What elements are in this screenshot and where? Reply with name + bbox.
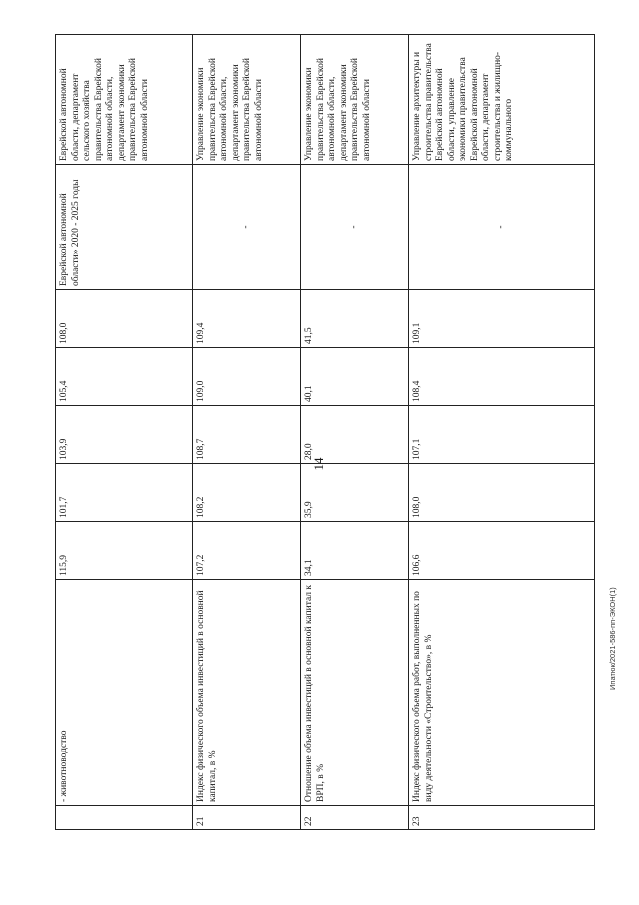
indicators-table	[55, 34, 595, 830]
table-row	[409, 35, 595, 830]
page-number: 14	[311, 457, 326, 471]
value-cell: 106,6	[409, 522, 595, 580]
program-cell: -	[193, 165, 301, 290]
indicator-name: Отношение объема инвестиций в основной капитал к ВРП, в %	[301, 580, 409, 806]
table-row	[56, 35, 193, 830]
table-row	[301, 35, 409, 830]
value-cell: 41,5	[301, 290, 409, 348]
value-cell: 101,7	[56, 464, 193, 522]
value-cell: 34,1	[301, 522, 409, 580]
responsible-cell: Управление экономики правительства Еврейской автономной области, департамент экономики правительства Еврейской автономной области	[301, 35, 409, 165]
indicator-name: Индекс физического объема работ, выполненных по виду деятельности «Строительство», в %	[409, 580, 595, 806]
value-cell: 109,1	[409, 290, 595, 348]
value-cell: 115,9	[56, 522, 193, 580]
value-cell: 108,0	[56, 290, 193, 348]
document-table-wrapper	[55, 35, 594, 830]
value-cell: 108,0	[409, 464, 595, 522]
responsible-cell: Управление архитектуры и строительства правительства Еврейской автономной области, управление экономики правительства Еврейской автономной области, департамент строительства и жилищно-коммунального	[409, 35, 595, 165]
value-cell: 108,4	[409, 348, 595, 406]
row-number: 23	[409, 806, 595, 830]
value-cell: 107,1	[409, 406, 595, 464]
row-number	[56, 806, 193, 830]
table-row	[193, 35, 301, 830]
responsible-cell: Управление экономики правительства Еврейской автономной области, департамент экономики правительства Еврейской автономной области	[193, 35, 301, 165]
value-cell: 40,1	[301, 348, 409, 406]
value-cell: 103,9	[56, 406, 193, 464]
document-code: Ипатюк/2021-586-пп-ЭКОН(1)	[608, 587, 617, 690]
value-cell: 107,2	[193, 522, 301, 580]
program-cell: -	[301, 165, 409, 290]
value-cell: 109,4	[193, 290, 301, 348]
value-cell: 109,0	[193, 348, 301, 406]
responsible-cell: Еврейской автономной области, департамент сельского хозяйства правительства Еврейской автономной области, департамент экономики правительства Еврейской автономной области	[56, 35, 193, 165]
value-cell: 108,7	[193, 406, 301, 464]
row-number: 22	[301, 806, 409, 830]
value-cell: 108,2	[193, 464, 301, 522]
indicator-name: Индекс физического объема инвестиций в основной капитал, в %	[193, 580, 301, 806]
program-cell: Еврейской автономной области» 2020 - 2025 годы	[56, 165, 193, 290]
value-cell: 105,4	[56, 348, 193, 406]
value-cell: 28,0	[301, 406, 409, 464]
value-cell: 35,9	[301, 464, 409, 522]
row-number: 21	[193, 806, 301, 830]
indicator-name: - животноводство	[56, 580, 193, 806]
program-cell: -	[409, 165, 595, 290]
